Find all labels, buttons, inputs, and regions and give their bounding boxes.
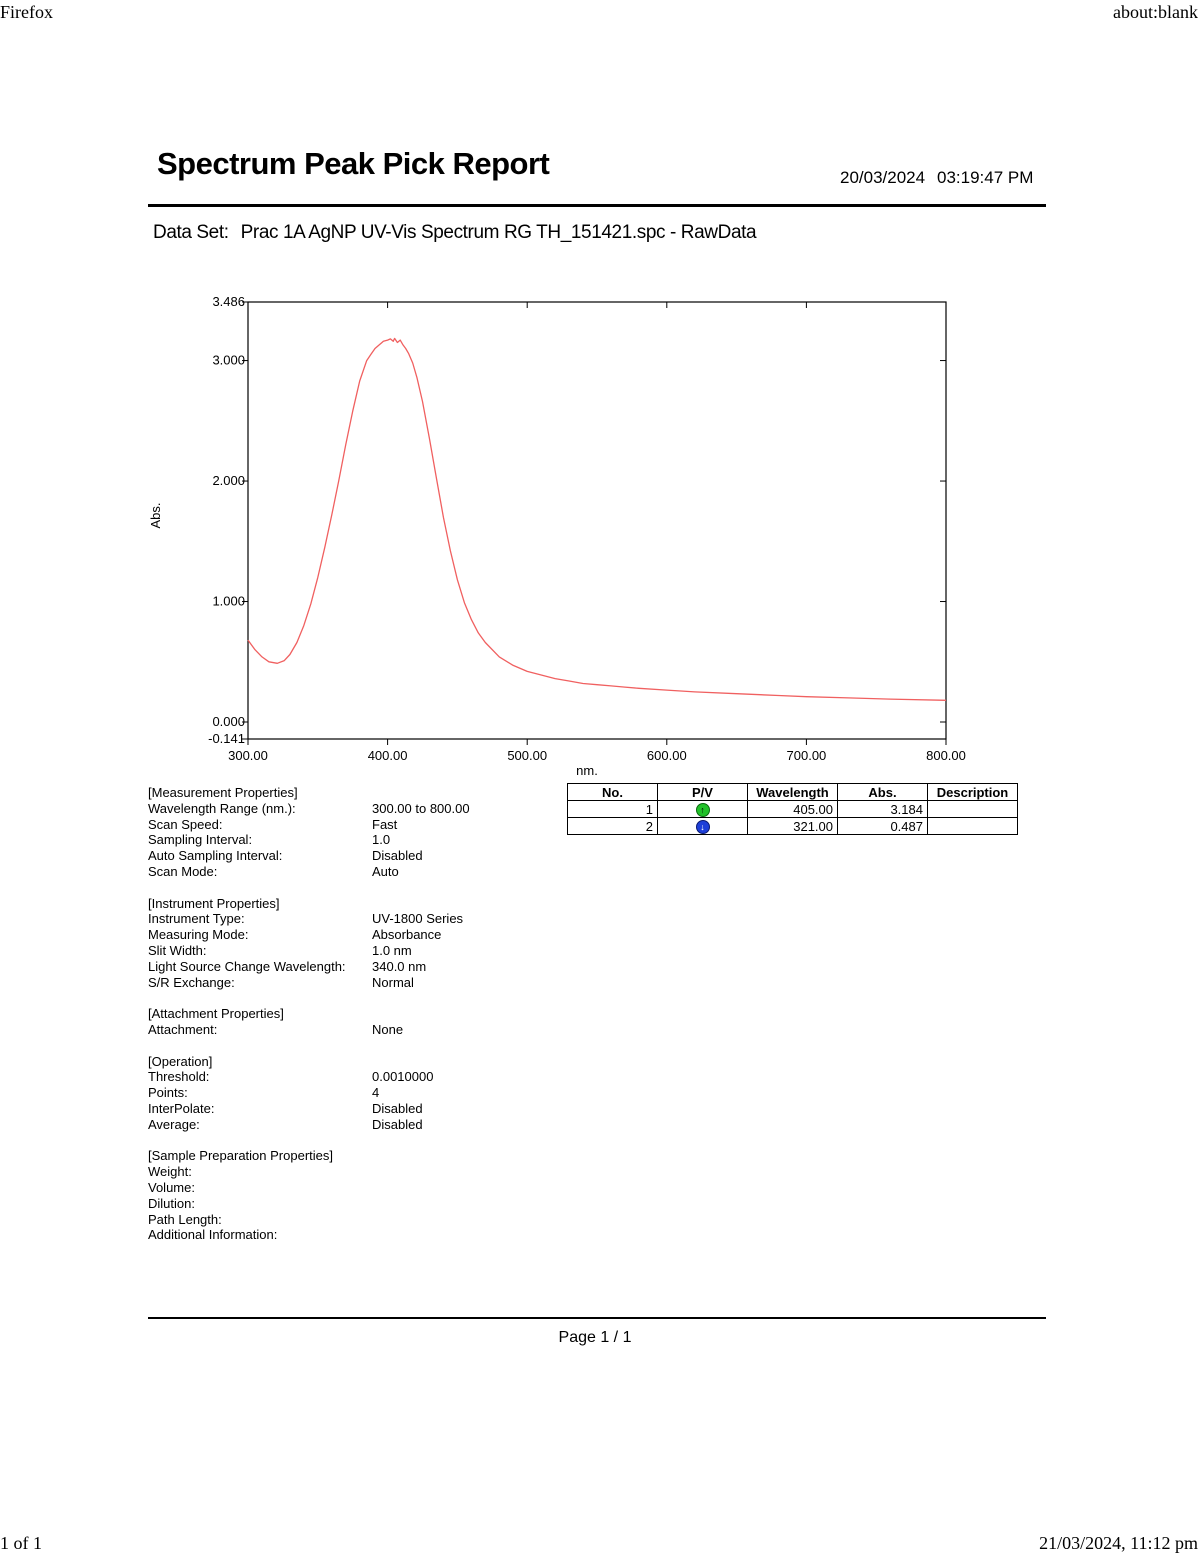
prop-row [148,1101,470,1117]
prop-value: 1.0 nm [372,942,412,958]
peak-wavelength: 321.00 [748,818,838,835]
spectrum-chart [140,290,980,785]
attachment-properties [148,1006,470,1038]
print-header-url: about:blank [1113,2,1198,22]
sample-header: [Sample Preparation Properties] [148,1148,333,1164]
y-tick-label: 2.000 [212,473,245,489]
x-tick-label: 800.00 [926,748,966,763]
prop-row [148,975,470,991]
prop-label: InterPolate: [148,1100,215,1116]
prop-row [148,848,470,864]
prop-value: 4 [372,1085,380,1101]
plot-frame [248,302,946,739]
prop-row [148,1227,470,1243]
prop-row [148,1164,470,1180]
col-wavelength: Wavelength [748,784,838,801]
prop-row [148,832,470,848]
measurement-header: [Measurement Properties] [148,785,298,800]
prop-row [148,1117,470,1133]
prop-row [148,943,470,959]
y-tick-label: 1.000 [212,593,245,609]
report-title: Spectrum Peak Pick Report [157,146,550,181]
peak-pv [658,801,748,818]
prop-value: Fast [372,816,398,832]
prop-value: 340.0 nm [372,958,427,974]
col-pv: P/V [658,784,748,801]
peak-no: 2 [568,818,658,835]
prop-value: 1.0 [372,832,391,848]
peak-up-icon: ↑ [696,803,710,817]
valley-down-icon: ↓ [696,820,710,834]
table-row [568,818,1018,835]
y-tick-label: 0.000 [212,714,245,730]
dataset-line [153,222,756,244]
col-description: Description [928,784,1018,801]
series-line-rawdata [248,338,946,700]
dataset-name: Prac 1A AgNP UV-Vis Spectrum RG TH_151421.spc - RawData [240,222,757,243]
y-tick-label: -0.141 [208,731,245,746]
x-axis-label: nm. [576,763,598,778]
peak-description [928,818,1018,835]
prop-row [148,911,470,927]
print-footer-datetime: 21/03/2024, 11:12 pm [1039,1533,1198,1553]
prop-label: Slit Width: [148,942,207,958]
page-number: Page 1 / 1 [558,1329,632,1346]
col-abs: Abs. [838,784,928,801]
prop-row [148,801,470,817]
footer-divider [148,1317,1046,1319]
instrument-properties [148,896,470,991]
y-axis-label: Abs. [148,502,163,529]
prop-label: Scan Speed: [148,816,223,832]
prop-value: Auto [372,863,399,879]
prop-value: 0.0010000 [372,1069,434,1085]
prop-label: Wavelength Range (nm.): [148,800,296,816]
col-no: No. [568,784,658,801]
prop-label: Volume: [148,1179,195,1195]
prop-row [148,1085,470,1101]
operation-header: [Operation] [148,1053,213,1069]
prop-label: Dilution: [148,1195,195,1211]
prop-value: Normal [372,974,414,990]
prop-row [148,959,470,975]
prop-row [148,1212,470,1228]
x-tick-label: 600.00 [646,748,687,763]
prop-label: Threshold: [148,1069,210,1085]
sample-properties [148,1148,470,1243]
y-tick-label: 3.486 [212,294,245,309]
prop-value: Disabled [372,848,423,864]
prop-label: Points: [148,1085,188,1101]
x-tick-label: 700.00 [786,748,827,763]
prop-value: Absorbance [372,927,442,943]
peak-pv [658,818,748,835]
prop-label: Light Source Change Wavelength: [148,958,346,974]
attachment-header: [Attachment Properties] [148,1006,284,1022]
prop-row [148,1022,470,1038]
y-tick-label: 3.000 [212,352,245,368]
x-tick-label: 400.00 [367,748,408,763]
prop-label: Measuring Mode: [148,927,249,943]
peak-table [567,783,1018,835]
peak-abs: 0.487 [838,818,928,835]
prop-label: Attachment: [148,1021,218,1037]
prop-label: Weight: [148,1164,192,1180]
prop-row [148,927,470,943]
prop-label: Average: [148,1116,200,1132]
prop-value: Disabled [372,1116,423,1132]
x-tick-label: 300.00 [228,748,268,763]
peak-abs: 3.184 [838,801,928,818]
prop-value: 300.00 to 800.00 [372,800,470,816]
prop-row [148,817,470,833]
header-divider [148,204,1046,207]
prop-label: S/R Exchange: [148,974,235,990]
peak-wavelength: 405.00 [748,801,838,818]
prop-label: Scan Mode: [148,863,218,879]
peak-table-header-row [568,784,1018,801]
prop-label: Instrument Type: [148,911,245,927]
table-row [568,801,1018,818]
peak-description [928,801,1018,818]
print-header-app-name: Firefox [0,2,53,22]
prop-label: Sampling Interval: [148,832,253,848]
peak-no: 1 [568,801,658,818]
prop-value: UV-1800 Series [372,911,464,927]
report-time: 03:19:47 PM [937,168,1034,187]
prop-label: Additional Information: [148,1227,278,1243]
dataset-label: Data Set: [153,222,229,243]
prop-value: Disabled [372,1100,423,1116]
operation-properties [148,1054,470,1133]
x-tick-label: 500.00 [507,748,548,763]
prop-row [148,864,470,880]
measurement-properties [148,785,470,880]
prop-label: Path Length: [148,1211,222,1227]
instrument-header: [Instrument Properties] [148,895,280,911]
print-footer-page-count: 1 of 1 [0,1533,42,1553]
prop-row [148,1069,470,1085]
properties-panel [148,785,470,1259]
prop-label: Auto Sampling Interval: [148,848,283,864]
prop-row [148,1196,470,1212]
prop-value: None [372,1021,404,1037]
prop-row [148,1180,470,1196]
report-date: 20/03/2024 [840,168,926,187]
